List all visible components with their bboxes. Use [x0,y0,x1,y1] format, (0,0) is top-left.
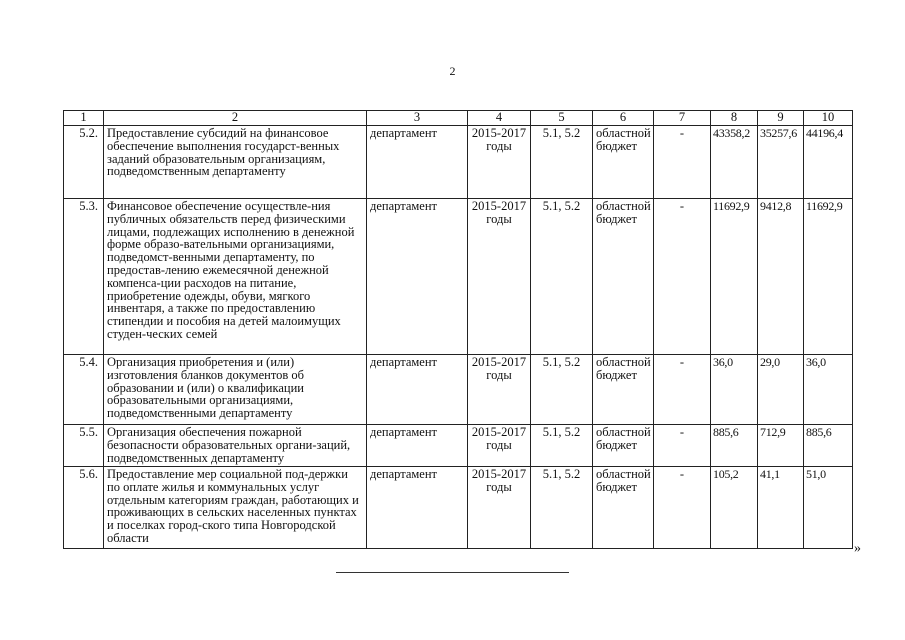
amount-2017-cell: 11692,9 [804,199,853,355]
column-header-10: 10 [804,111,853,126]
task-refs-cell: 5.1, 5.2 [531,467,593,549]
indicator-cell: - [654,355,711,425]
closing-quote: » [854,541,861,556]
column-header-2: 2 [104,111,367,126]
row-number-cell: 5.3. [64,199,104,355]
row-number-cell: 5.6. [64,467,104,549]
amount-2015-cell: 11692,9 [711,199,758,355]
amount-2015-cell: 43358,2 [711,126,758,199]
amount-2015-cell: 105,2 [711,467,758,549]
indicator-cell: - [654,467,711,549]
funding-source-cell: областной бюджет [593,467,654,549]
amount-2016-cell: 9412,8 [758,199,804,355]
task-refs-cell: 5.1, 5.2 [531,355,593,425]
activity-name-cell: Организация приобретения и (или) изготовления бланков документов об образовании и (или) о квалификации образовательными организациями, подведомственными департаменту [104,355,367,425]
indicator-cell: - [654,425,711,467]
executor-cell: департамент [367,355,468,425]
period-cell: 2015-2017 годы [468,467,531,549]
task-refs-cell: 5.1, 5.2 [531,199,593,355]
funding-source-cell: областной бюджет [593,425,654,467]
column-header-9: 9 [758,111,804,126]
funding-source-cell: областной бюджет [593,199,654,355]
executor-cell: департамент [367,126,468,199]
activity-name-cell: Предоставление мер социальной под-держки по оплате жилья и коммунальных услуг отдельным категориям граждан, работающих и проживающих в сельских населенных пунктах и поселках город-ского типа Новгородской области [104,467,367,549]
table-row [64,355,853,425]
column-header-1: 1 [64,111,104,126]
funding-source-cell: областной бюджет [593,126,654,199]
row-number-cell: 5.4. [64,355,104,425]
activity-name-cell: Финансовое обеспечение осуществле-ния публичных обязательств перед физическими лицами, подлежащих исполнению в денежной форме образо-вательными организациями, подведомст-венными департаменту, по предостав-лению ежемесячной денежной компенса-ции расходов на питание, приобретение одежды, обуви, мягкого инвентаря, а также по предоставлению стипендии и пособия на детей малоимущих студен-ческих семей [104,199,367,355]
page-number: 2 [449,64,456,78]
column-header-7: 7 [654,111,711,126]
amount-2016-cell: 712,9 [758,425,804,467]
amount-2015-cell: 36,0 [711,355,758,425]
amount-2017-cell: 44196,4 [804,126,853,199]
column-header-6: 6 [593,111,654,126]
period-cell: 2015-2017 годы [468,425,531,467]
activity-name-cell: Предоставление субсидий на финансовое обеспечение выполнения государст-венных заданий образовательным организациям, подведомственным департаменту [104,126,367,199]
table-row [64,425,853,467]
footer-divider [336,572,569,573]
column-header-4: 4 [468,111,531,126]
funding-source-cell: областной бюджет [593,355,654,425]
column-header-8: 8 [711,111,758,126]
executor-cell: департамент [367,425,468,467]
column-header-3: 3 [367,111,468,126]
amount-2017-cell: 885,6 [804,425,853,467]
indicator-cell: - [654,199,711,355]
row-number-cell: 5.2. [64,126,104,199]
amount-2016-cell: 35257,6 [758,126,804,199]
period-cell: 2015-2017 годы [468,199,531,355]
row-number-cell: 5.5. [64,425,104,467]
program-activities-table [63,110,853,549]
table-row [64,199,853,355]
table-row [64,467,853,549]
header-row [64,111,853,126]
period-cell: 2015-2017 годы [468,126,531,199]
amount-2017-cell: 51,0 [804,467,853,549]
table-body [64,111,853,549]
indicator-cell: - [654,126,711,199]
task-refs-cell: 5.1, 5.2 [531,126,593,199]
executor-cell: департамент [367,467,468,549]
task-refs-cell: 5.1, 5.2 [531,425,593,467]
table-row [64,126,853,199]
amount-2016-cell: 41,1 [758,467,804,549]
period-cell: 2015-2017 годы [468,355,531,425]
column-header-5: 5 [531,111,593,126]
amount-2015-cell: 885,6 [711,425,758,467]
amount-2017-cell: 36,0 [804,355,853,425]
activity-name-cell: Организация обеспечения пожарной безопасности образовательных органи-заций, подведомственных департаменту [104,425,367,467]
executor-cell: департамент [367,199,468,355]
amount-2016-cell: 29,0 [758,355,804,425]
